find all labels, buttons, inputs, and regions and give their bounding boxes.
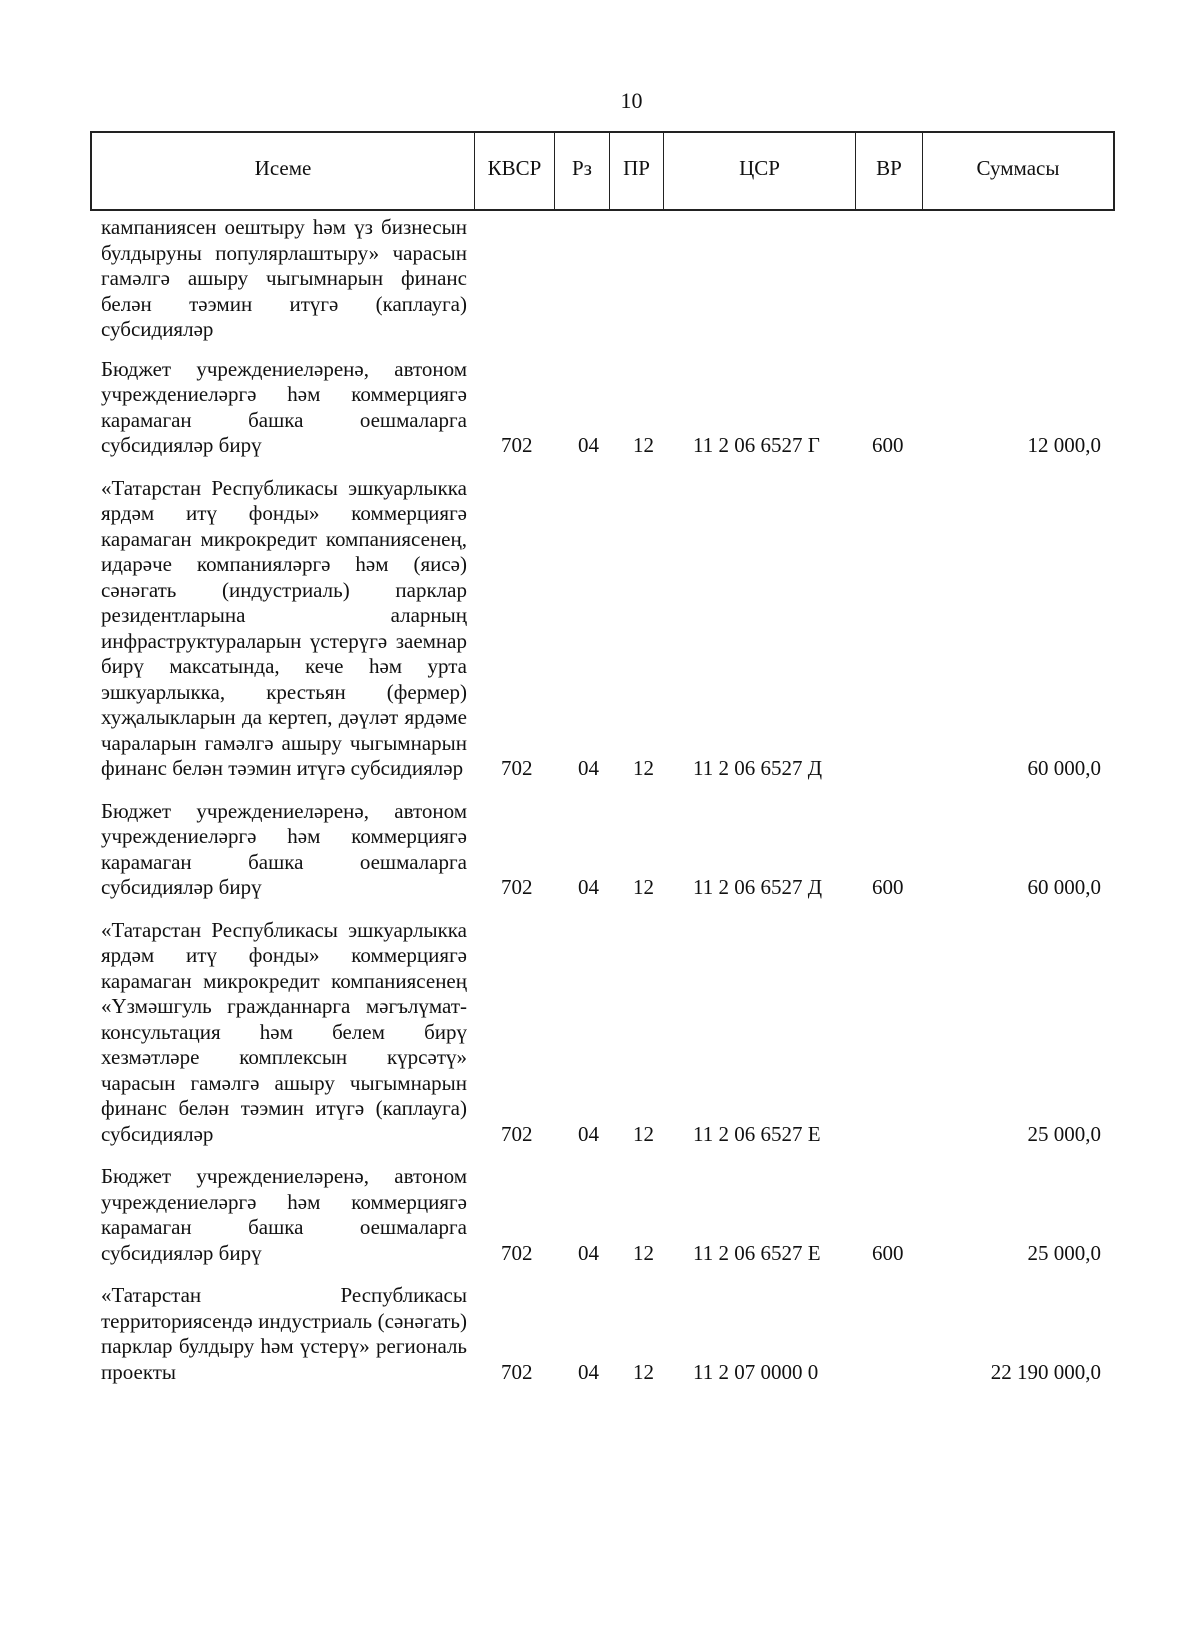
row-csr: 11 2 06 6527 Д [693,756,823,780]
row-sum: 60 000,0 [1027,756,1101,780]
row-kvsr: 702 [501,433,533,457]
row-vr: 600 [872,1240,904,1265]
row-vr: 600 [872,875,904,899]
column-header-sum: Суммасы [976,155,1060,180]
table-row [101,215,1101,343]
column-header-vr: ВР [856,133,923,209]
row-name: «Татарстан Республикасы эшкуарлыкка ярдәм итү фонды» коммерциягә карамаган микрокредит компаниясенең «Үзмәшгуль гражданнарга мәгълүмат-консультация һәм белем бирү хезмәтләре комплексын күрсәтү» чарасын гамәлгә ашыру чыгымнарын финанс белән тәэмин итүгә (каплауга) субсидияләр [101,917,467,1146]
row-pr: 12 [633,1359,654,1384]
row-kvsr: 702 [501,875,533,899]
column-header-name: Исеме [92,133,475,209]
column-header-pr: ПР [610,133,664,209]
row-name: Бюджет учреждениеләренә, автоном учреждениеләргә һәм коммерциягә карамаган башка оешмаларга субсидияләр бирү [101,798,467,899]
row-name: «Татарстан Республикасы эшкуарлыкка ярдәм итү фонды» коммерциягә карамаган микрокредит компаниясенең, идарәче компанияләргә һәм (яисә) сәнәгать (индустриаль) парклар резидентларына аларның инфраструктураларын үстерүгә заемнар бирү максатында, кече һәм урта эшкуарлыкка, крестьян (фермер) хуҗалыкларын да кертеп, дәүләт ярдәме чараларын гамәлгә ашыру чыгымнарын финанс белән тәэмин итүгә субсидияләр [101,475,467,780]
row-sum: 12 000,0 [1027,433,1101,457]
table-row [101,918,1101,1148]
row-rz: 04 [578,875,599,899]
row-vr: 600 [872,433,904,457]
table-body [101,215,1101,1402]
row-name: «Татарстан Республикасы территориясендә индустриаль (сәнәгать) парклар булдыру һәм үстерү» региональ проекты [101,1283,467,1384]
page-number: 10 [620,88,643,113]
row-pr: 12 [633,1121,654,1146]
row-pr: 12 [633,756,654,780]
table-row [101,1283,1101,1385]
row-csr: 11 2 06 6527 Д [693,875,823,899]
row-csr: 11 2 06 6527 Е [693,1240,821,1265]
row-pr: 12 [633,875,654,899]
row-rz: 04 [578,1240,599,1265]
row-name: кампаниясен оештыру һәм үз бизнесын булдыруны популярлаштыру» чарасын гамәлгә ашыру чыгымнарын финанс белән тәэмин итүгә (каплауга) субсидияләр [101,215,467,341]
table-header [90,131,1115,211]
row-rz: 04 [578,433,599,457]
table-row [101,357,1101,459]
row-rz: 04 [578,1121,599,1146]
row-csr: 11 2 06 6527 Г [693,433,820,457]
row-sum: 60 000,0 [1027,875,1101,899]
column-header-rz: Рз [555,133,610,209]
row-name: Бюджет учреждениеләренә, автоном учреждениеләргә һәм коммерциягә карамаган башка оешмаларга субсидияләр бирү [101,356,467,457]
row-kvsr: 702 [501,756,533,780]
row-name: Бюджет учреждениеләренә, автоном учреждениеләргә һәм коммерциягә карамаган башка оешмаларга субсидияләр бирү [101,1164,467,1265]
row-kvsr: 702 [501,1359,533,1384]
row-sum: 22 190 000,0 [990,1359,1101,1384]
table-row [101,476,1101,782]
row-csr: 11 2 06 6527 Е [693,1121,821,1146]
row-kvsr: 702 [501,1240,533,1265]
row-sum: 25 000,0 [1027,1240,1101,1265]
row-csr: 11 2 07 0000 0 [693,1359,819,1384]
row-rz: 04 [578,756,599,780]
row-pr: 12 [633,1240,654,1265]
column-header-csr: ЦСР [664,133,856,209]
column-header-kvsr: КВСР [475,133,555,209]
row-kvsr: 702 [501,1121,533,1146]
row-rz: 04 [578,1359,599,1384]
row-sum: 25 000,0 [1027,1121,1101,1146]
row-pr: 12 [633,433,654,457]
table-row [101,1164,1101,1266]
table-row [101,799,1101,901]
